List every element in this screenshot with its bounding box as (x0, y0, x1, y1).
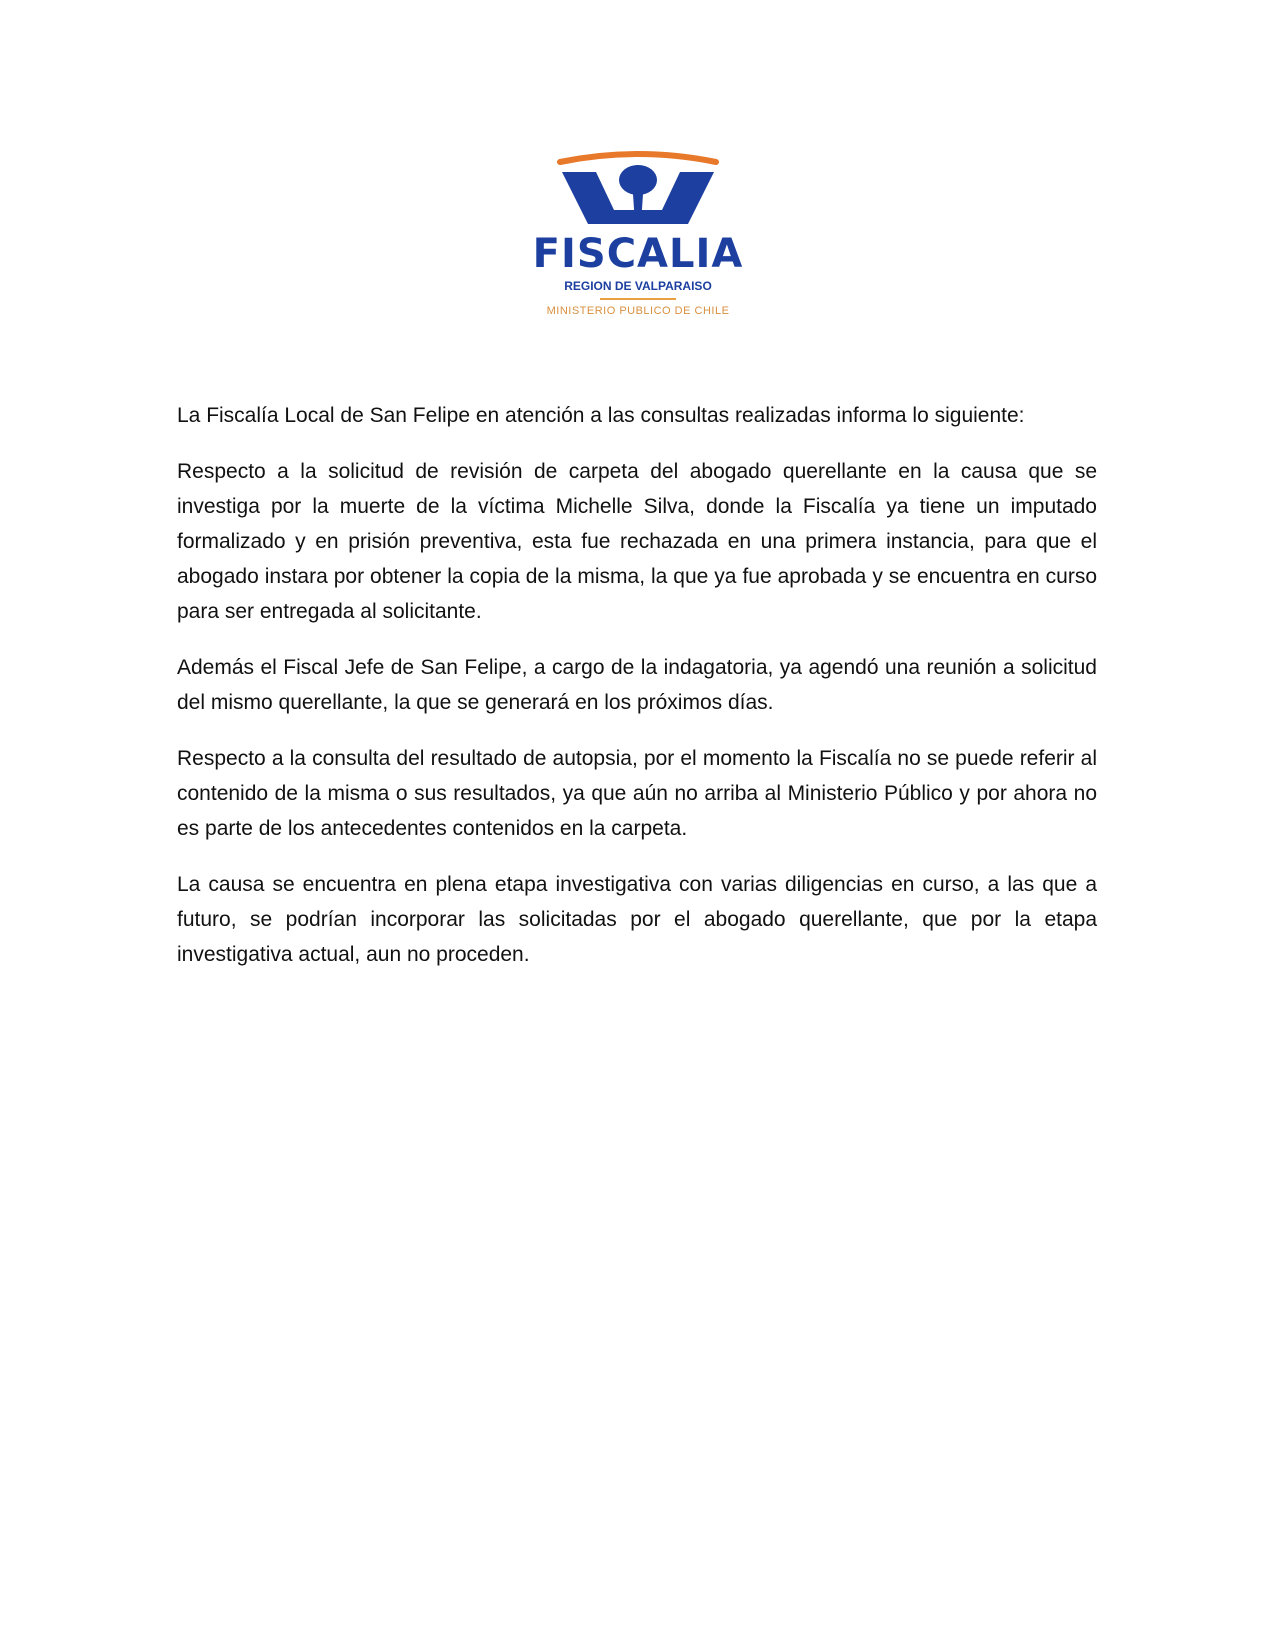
paragraph-investigation-stage: La causa se encuentra en plena etapa investigativa con varias diligencias en curso, a las que a futuro, se podrían incorporar las solicitadas por el abogado querellante, que por la etapa investigativa actual, aun no proceden. (177, 873, 1097, 966)
fiscalia-emblem-icon (518, 150, 758, 234)
paragraph-meeting: Además el Fiscal Jefe de San Felipe, a cargo de la indagatoria, ya agendó una reunión a solicitud del mismo querellante, la que se generará en los próximos días. (177, 656, 1097, 714)
logo-region: REGION DE VALPARAISO (564, 279, 712, 293)
logo-divider (600, 298, 676, 300)
paragraph-file-review: Respecto a la solicitud de revisión de carpeta del abogado querellante en la causa que se investiga por la muerte de la víctima Michelle Silva, donde la Fiscalía ya tiene un imputado formalizado y en prisión preventiva, esta fue rechazada en una primera instancia, para que el abogado instara por obtener la copia de la misma, la que ya fue aprobada y se encuentra en curso para ser entregada al solicitante. (177, 460, 1097, 623)
paragraph-intro: La Fiscalía Local de San Felipe en atención a las consultas realizadas informa lo siguiente: (177, 404, 1025, 427)
fiscalia-logo (518, 150, 758, 325)
logo-ministry: MINISTERIO PUBLICO DE CHILE (546, 305, 730, 317)
statement-body (177, 398, 1097, 993)
logo-wordmark: FISCALIA (532, 231, 744, 277)
paragraph-autopsy: Respecto a la consulta del resultado de autopsia, por el momento la Fiscalía no se puede referir al contenido de la misma o sus resultados, ya que aún no arriba al Ministerio Público y por ahora no es parte de los antecedentes contenidos en la carpeta. (177, 747, 1097, 840)
